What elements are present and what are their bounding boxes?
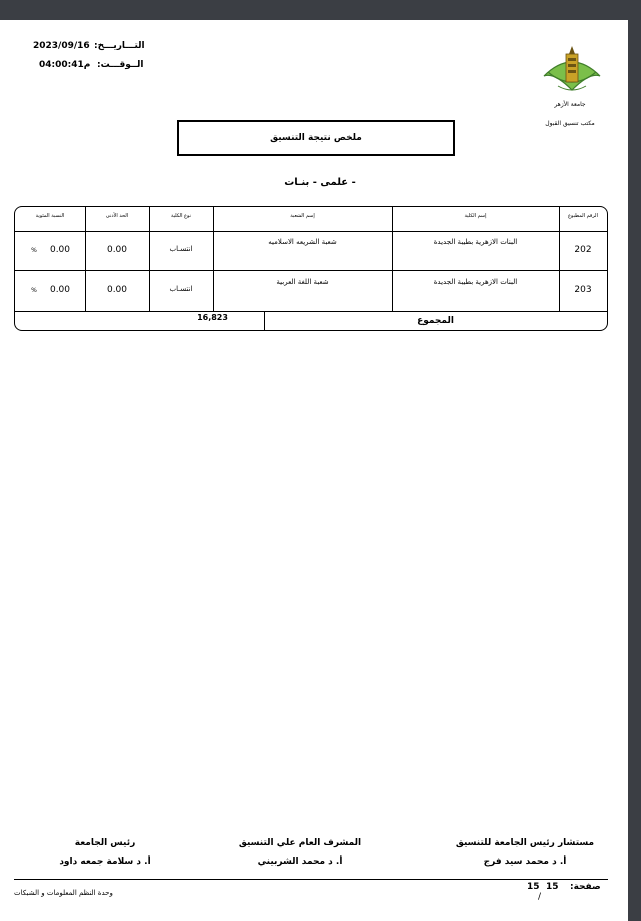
signature-title-general-supervisor: المشرف العام علي التنسيق [238,838,362,848]
table-row-1-code: 202 [574,245,592,255]
signature-title-coordination-advisor: مستشار رئيس الجامعة للتنسيق [455,838,595,848]
signature-title-university-president: رئيس الجامعة [74,838,136,848]
table-row-1-percent: 0.00 [49,245,71,255]
university-name: جامعة الأزهر [554,101,586,108]
table-row-2-percent: 0.00 [49,285,71,295]
signature-name-general-supervisor: أ. د محمد الشربيني [257,857,343,867]
results-table [14,206,608,331]
report-title: ملخص نتيجة التنسيق [177,120,455,156]
table-row-2-division: شعبة اللغة العربية [276,278,329,286]
al-azhar-logo-icon [538,42,606,98]
table-row-1-type: انتسـاب [169,245,193,253]
table-row-2-min: 0.00 [106,285,128,295]
col-header-college: إسم الكلية [464,213,487,219]
table-row-2-code: 203 [574,285,592,295]
time-value: 04:00:41م [39,60,91,70]
page-current: 15 [546,882,559,892]
footer-unit-name: وحدة النظم المعلومات و الشبكات [14,889,113,897]
table-row-2-percent-sign: % [31,287,37,294]
table-row-2-type: انتسـاب [169,285,193,293]
footer-divider [14,879,608,880]
signature-name-coordination-advisor: أ. د محمد سيد فرج [483,857,567,867]
signature-name-university-president: أ. د سلامة جمعه داود [59,857,151,867]
date-value: 2023/09/16 [33,41,90,51]
col-header-type: نوع الكلية [170,213,192,219]
viewer-scrollbar-area [628,0,641,921]
col-header-min: الحد الأدنى [105,213,129,219]
time-label: الــوقـــت: [97,60,144,70]
table-row-2-college: البنات الازهرية بطيبة الجديدة [433,278,518,286]
col-header-division: إسم الشعبة [290,213,315,219]
table-row-1-min: 0.00 [106,245,128,255]
page-total: 15 [527,882,540,892]
report-subtitle: - علمى - بنـات [284,177,356,188]
report-page [0,20,628,921]
total-label: المجموع [417,316,454,326]
col-header-code: الرقم المطبوع [568,213,598,219]
date-label: التـــاريـــخ: [94,41,145,51]
table-row-1-percent-sign: % [31,247,37,254]
table-row-1-college: البنات الازهرية بطيبة الجديدة [433,238,518,246]
total-value: 16,823 [197,313,228,322]
page-label: صفحة: [570,882,601,892]
office-name: مكتب تنسيق القبول [545,120,595,127]
table-row-1-division: شعبة الشريعه الاسلاميه [268,238,337,246]
col-header-percent: النسبة المئوية [35,213,65,219]
page-separator: / [538,892,542,902]
